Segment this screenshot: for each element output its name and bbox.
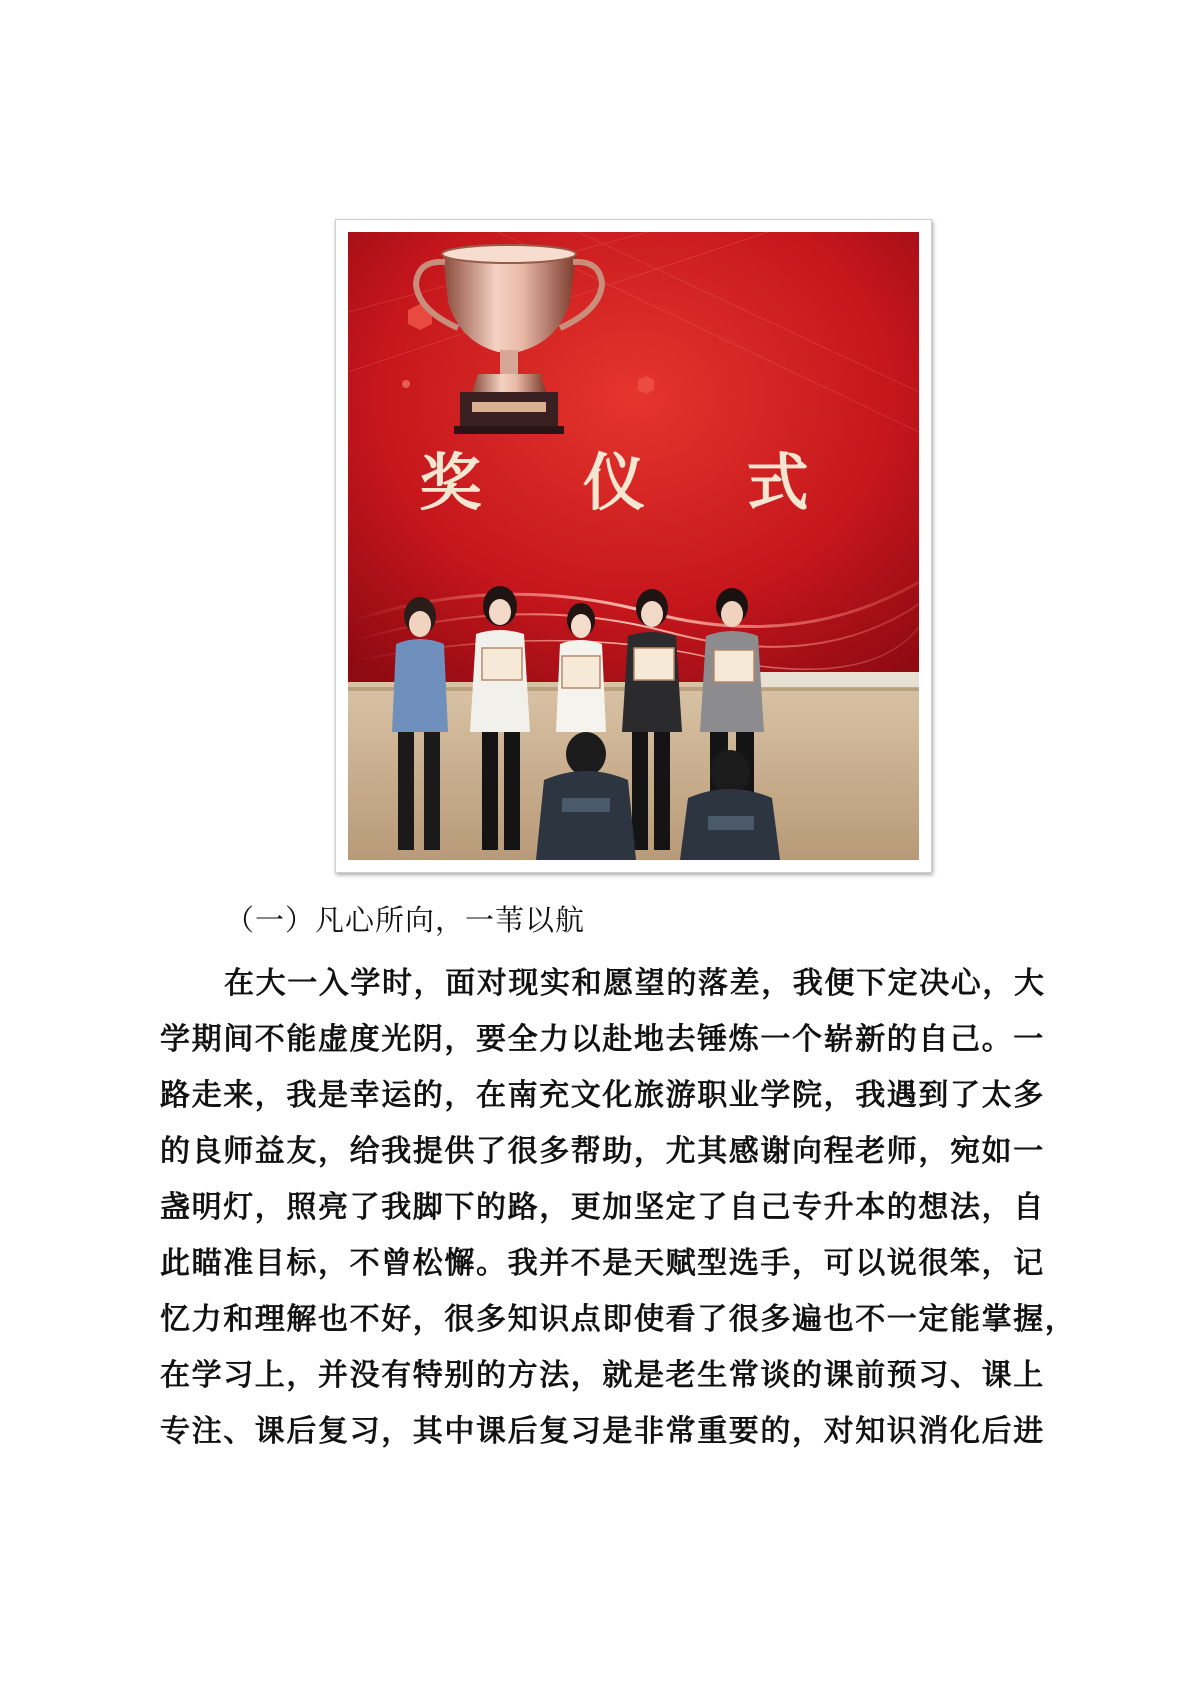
paragraph-line: 在大一入学时，面对现实和愿望的落差，我便下定决心，大 [224, 966, 1046, 1001]
paragraph-line: 专注、课后复习，其中课后复习是非常重要的，对知识消化后进 [160, 1414, 1045, 1449]
award-ceremony-photo [348, 232, 919, 860]
award-photo-frame [335, 219, 932, 873]
paragraph-line: 学期间不能虚度光阴，要全力以赴地去锤炼一个崭新的自己。一 [160, 1022, 1045, 1057]
paragraph-line: 路走来，我是幸运的，在南充文化旅游职业学院，我遇到了太多 [160, 1078, 1045, 1113]
paragraph-line: 盏明灯，照亮了我脚下的路，更加坚定了自己专升本的想法，自 [160, 1190, 1045, 1225]
paragraph-line: 的良师益友，给我提供了很多帮助，尤其感谢向程老师，宛如一 [160, 1134, 1045, 1169]
section-heading: （一）凡心所向，一苇以航 [225, 903, 586, 937]
paragraph-line: 忆力和理解也不好，很多知识点即使看了很多遍也不一定能掌握， [160, 1302, 1077, 1337]
body-paragraph [160, 956, 1077, 1460]
banner-text: 奖 仪 式 [419, 446, 849, 519]
paragraph-line: 此瞄准目标，不曾松懈。我并不是天赋型选手，可以说很笨，记 [160, 1246, 1045, 1281]
paragraph-line: 在学习上，并没有特别的方法，就是老生常谈的课前预习、课上 [160, 1358, 1045, 1393]
